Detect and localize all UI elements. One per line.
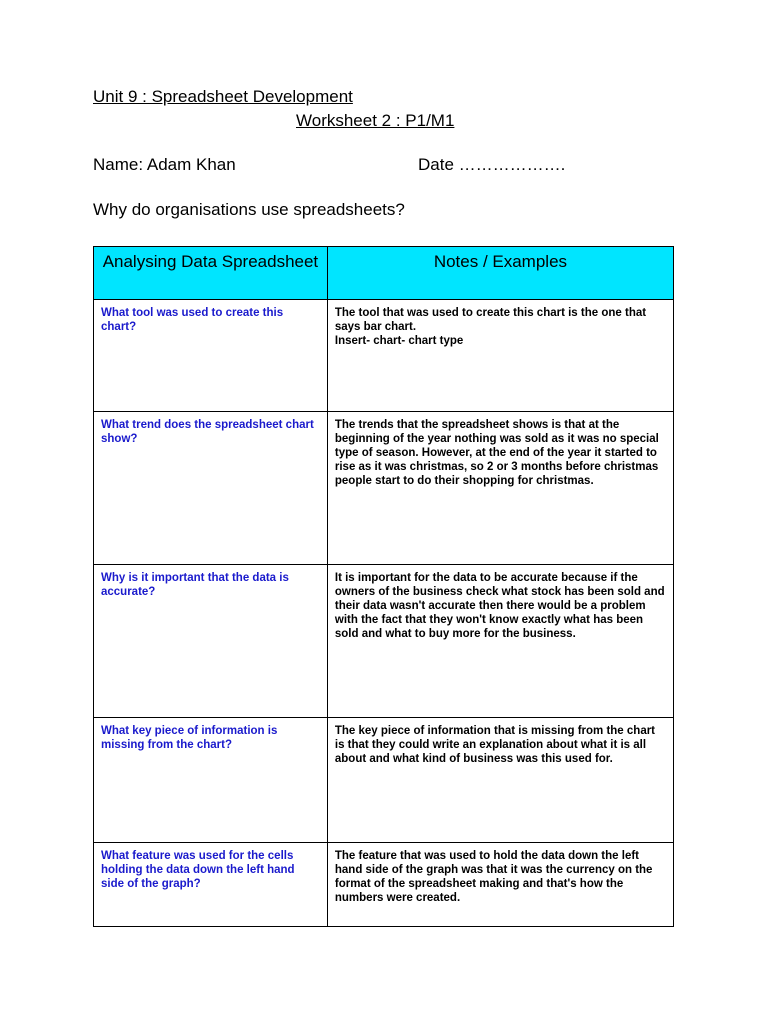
answer-line: The trends that the spreadsheet shows is that at the beginning of the year nothing was sold as it was no special type of season. However, at the end of the year it started to rise as it was christmas, so 2 or 3 months before christmas people start to do their shopping for christmas. xyxy=(334,419,659,487)
answer-cell xyxy=(327,565,673,718)
analysis-table xyxy=(93,246,674,927)
worksheet-title: Worksheet 2 : P1/M1 xyxy=(296,111,455,130)
date-field: Date ………………. xyxy=(418,155,566,174)
answer-line: Insert- chart- chart type xyxy=(334,335,464,347)
table-row xyxy=(94,300,674,412)
table-row xyxy=(94,843,674,927)
answer-cell xyxy=(327,718,673,843)
header-notes-examples: Notes / Examples xyxy=(327,247,673,300)
answer-cell xyxy=(327,843,673,927)
question-cell: What trend does the spreadsheet chart show? xyxy=(94,412,328,565)
header-analysing-data: Analysing Data Spreadsheet xyxy=(94,247,328,300)
answer-cell xyxy=(327,300,673,412)
answer-cell xyxy=(327,412,673,565)
answer-line: The feature that was used to hold the data down the left hand side of the graph was that it was the currency on the format of the spreadsheet making and that's how the numbers were created. xyxy=(334,850,653,904)
question-cell: What feature was used for the cells holding the data down the left hand side of the graph? xyxy=(94,843,328,927)
student-name: Name: Adam Khan xyxy=(93,155,236,174)
answer-line: The key piece of information that is missing from the chart is that they could write an explanation about what it is all about and what kind of business was this used for. xyxy=(334,725,656,765)
answer-line: The tool that was used to create this chart is the one that says bar chart. xyxy=(334,307,647,333)
table-row xyxy=(94,412,674,565)
unit-title: Unit 9 : Spreadsheet Development xyxy=(93,87,353,106)
question-cell: What tool was used to create this chart? xyxy=(94,300,328,412)
question-cell: What key piece of information is missing from the chart? xyxy=(94,718,328,843)
main-question: Why do organisations use spreadsheets? xyxy=(93,200,405,219)
table-header-row xyxy=(94,247,674,300)
answer-line: It is important for the data to be accurate because if the owners of the business check what stock has been sold and their data wasn't accurate then there would be a problem with the fact that they won't know exactly what has been sold and what to buy more for the business. xyxy=(334,572,665,640)
table-row xyxy=(94,565,674,718)
question-cell: Why is it important that the data is accurate? xyxy=(94,565,328,718)
table-row xyxy=(94,718,674,843)
